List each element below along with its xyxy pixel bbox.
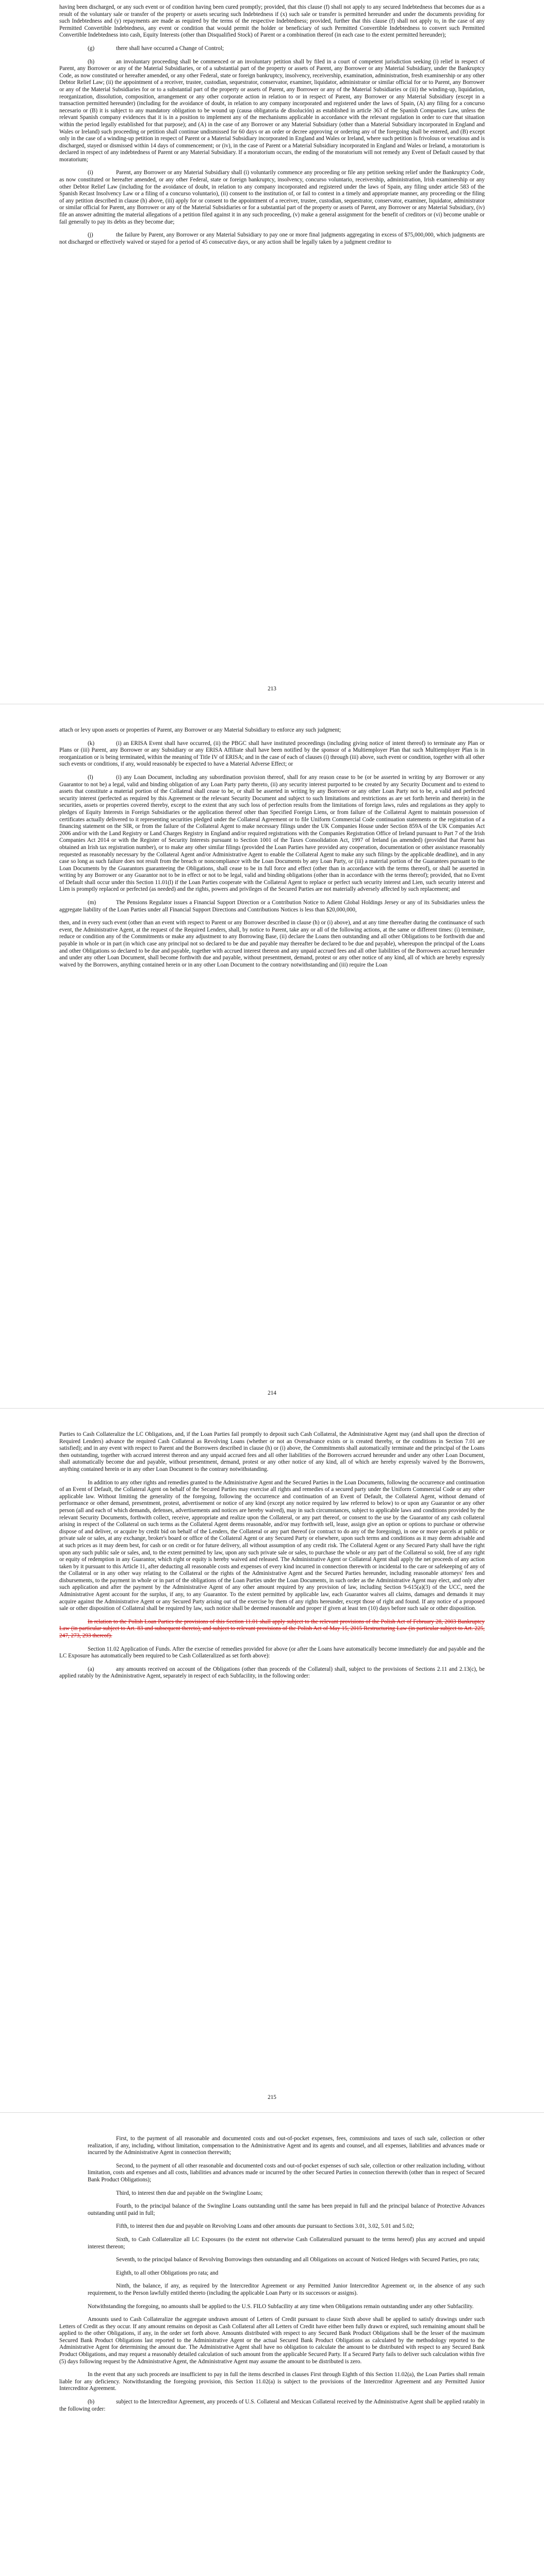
- paragraph: [59, 740, 485, 768]
- page-215: [0, 1409, 544, 2112]
- clause-text: an involuntary proceeding shall be commenced or an involuntary petition shall by filed in a court of competent jurisdiction seeking (i) relief in respect of Parent, any Borrower or any of the Material Subsidiaries, or of a substantial part of the property or assets of Parent, any Borrower or any Material Subsidiary, under the Bankruptcy Code, as now constituted or hereafter amended, or any other Federal, state or foreign bankruptcy, insolvency, receivership, examination, administration, fresh examinership or any other Debtor Relief Law; (ii) the appointment of a receiver, trustee, custodian, sequestrator, conservator, examiner, liquidator, administrator or similar official for or to Parent, any Borrower or any of the Material Subsidiaries for or to a substantial part of the property or assets of Parent, any Borrower or any of the Material Subsidiaries or (iii) the winding-up, liquidation, reorganization, dissolution, composition, arrangement or any other corporate action in relation to or in respect of Parent, any Borrower or any Material Subsidiary (except in a transaction permitted hereunder) (including for the avoidance of doubt, in relation to any company incorporated and registered under the laws of Spain, (A) any filing for a concurso necesario or (B) it is subject to any mandatory obligation to be wound up (causa obligatoria de disolución) as established in article 363 of the Spanish Companies Law, unless the relevant Spanish company evidences that it is in a position to implement any of the mechanisms applicable in accordance with the relevant regulation in order to cure that situation within the period legally established for that purpose); and (A) in the case of any Borrower or any Material Subsidiary (other than a Material Subsidiary incorporated in England and Wales or Ireland) such proceeding or petition shall continue undismissed for 60 days or an order or decree approving or ordering any of the foregoing shall be entered, and (B) except only in the case of a winding-up petition in respect of Parent or a Material Subsidiary incorporated in England and Wales or Ireland, where such petition is frivolous or vexatious and is discharged, stayed or dismissed within 14 days of commencement; or (iv), in the case of Parent or a Material Subsidiary incorporated in England and Wales or Ireland, a moratorium is declared in respect of any indebtedness of Parent or any Material Subsidiary. If a moratorium occurs, the ending of the moratorium will not remedy any Event of Default caused by that moratorium;: [59, 58, 485, 163]
- page-214: [0, 704, 544, 1408]
- waterfall-item: Ninth, the balance, if any, as required by the Intercreditor Agreement or any Permitted Junior Intercreditor Agreement or, in the absence of any such requirement, to the Person lawfully entitled thereto (including the applicable Loan Party or its successors or assigns).: [88, 2283, 485, 2296]
- page-number: 214: [268, 1390, 276, 1396]
- paragraph: [59, 1666, 485, 1680]
- clause-label: (a): [88, 1666, 94, 1672]
- clause-label: (i): [88, 170, 93, 176]
- clause-text: any amounts received on account of the Obligations (other than proceeds of the Collateral) shall, subject to the provisions of Sections 2.11 and 2.13(c), be applied ratably by the Administrative Agent, separately in respect of each Subfacility, in the following order:: [59, 1666, 485, 1680]
- paragraph: [59, 2399, 485, 2413]
- deleted-paragraph: In relation to the Polish Loan Parties the provisions of this Section 11.01 shall apply subject to the relevant provisions of the Polish Act of February 28, 2003 Bankruptcy Law (in particular subject to Art. 83 and subsequent thereto), and subject to relevant provisions of the Polish Act of May 15, 2015 Restructuring Law (in particular subject to Art. 225, 247, 273, 293 thereof).: [59, 1618, 485, 1639]
- waterfall-item: Eighth, to all other Obligations pro rata; and: [116, 2269, 219, 2276]
- clause-label: (g): [88, 45, 95, 52]
- paragraph: [59, 59, 485, 164]
- paragraph: [59, 170, 485, 226]
- paragraph: [59, 900, 485, 913]
- paragraph: In the event that any such proceeds are insufficient to pay in full the items described in clauses First through Eighth of this Section 11.02(a), the Loan Parties shall remain liable for any deficiency. Notwithstanding the foregoing provision, this Section 11.02(a) is subject to the provisions of the Intercreditor Agreement and any Permitted Junior Intercreditor Agreement.: [59, 2371, 485, 2392]
- clause-text: Parent, any Borrower or any Material Subsidiary shall (i) voluntarily commence any proceeding or file any petition seeking relief under the Bankruptcy Code, as now constituted or hereafter amended, or any other Federal, state or foreign bankruptcy, insolvency, concurso voluntario, receivership, administration, Irish examinership or any other Debtor Relief Law (including for the avoidance of doubt, in relation to any company incorporated and registered under the laws of Spain, any filing under article 583 of the Spanish Recast Insolvency Law or a filing of a concurso voluntario), (ii) consent to the institution of, or fail to contest in a timely and appropriate manner, any proceeding or the filing of any petition described in clause (h) above, (iii) apply for or consent to the appointment of a receiver, trustee, custodian, sequestrator, conservator, examiner, liquidator, administrator or similar official for Parent, any Borrower or any of the Material Subsidiaries or for a substantial part of the property or assets of Parent, any Borrower or any Material Subsidiary, (iv) file an answer admitting the material allegations of a petition filed against it in any such proceeding, (v) make a general assignment for the benefit of creditors or (vi) become unable or fail generally to pay its debts as they become due;: [59, 170, 485, 225]
- page-number: 215: [268, 2094, 276, 2100]
- clause-label: (m): [88, 900, 96, 906]
- clause-text: (i) any Loan Document, including any subordination provision thereof, shall for any reason cease to be (or be asserted in writing by any Borrower or any Guarantor to not be) a legal, valid and binding obligation of any Loan Party party thereto, (ii) any security interest purported to be created by any Security Document and to extend to assets that constitute a material portion of the Collateral shall cease to be, or shall be asserted in writing by any Borrower or any other Loan Party not to be, a valid and perfected security interest (perfected as required by this Agreement or the relevant Security Document and subject to such limitations and restrictions as are set forth herein and therein) in the securities, assets or properties covered thereby, except to the extent that any such loss of perfection results from the limitations of foreign laws, rules and regulations as they apply to pledges of Equity Interests in Foreign Subsidiaries or the application thereof other than Specified Foreign Liens, or from failure of the Collateral Agent to maintain possession of certificates actually delivered to it representing securities pledged under the Collateral Agreement or to file Uniform Commercial Code continuation statements or the registration of a financing statement on the SIR, or from the failure of the Collateral Agent to make necessary filings under the UK Companies House under Section 859A of the UK Companies Act 2006 and/or with the Land Registry or Land Charges Registry in England and/or required registrations with the Companies Registration Office of Ireland pursuant to Part 7 of the Irish Companies Act 2014 or with the Register of Security Interests pursuant to Section 1001 of the Taxes Consolidation Act, 1997 of Ireland (as amended) (provided that Parent has obtained an Irish tax registration number), or to make any other similar filings (provided the Loan Parties have provided any cooperation, documentation or other assistance reasonably requested as reasonably necessary by the Collateral Agent and/or Administrative Agent to enable the Collateral Agent to make any such filings by the applicable deadline), and in any case so long as such failure does not result from the breach or noncompliance with the Loan Documents by any Loan Party, or (iii) a material portion of the Guarantees pursuant to the Loan Documents by the Guarantors guaranteeing the Obligations, shall cease to be in full force and effect (other than in accordance with the terms thereof), or shall be asserted in writing by any Borrower or any Guarantor not to be in effect or not to be legal, valid and binding obligations (other than in accordance with the terms thereof); provided, that no Event of Default shall occur under this Section 11.01(l) if the Loan Parties cooperate with the Collateral Agent to replace or perfect such security interest and Lien, such security interest and Lien is promptly replaced or perfected (as needed) and the rights, powers and privileges of the Secured Parties are not materially adversely affected by such replacement; and: [59, 774, 485, 893]
- waterfall-item: Third, to interest then due and payable on the Swingline Loans;: [116, 2190, 263, 2196]
- page-213: [0, 0, 544, 704]
- paragraph: In addition to any other rights and remedies granted to the Administrative Agent and the Secured Parties in the Loan Documents, following the occurrence and continuation of an Event of Default, the Collateral Agent on behalf of the Secured Parties may exercise all rights and remedies of a secured party under the Uniform Commercial Code or any other applicable law. Without limiting the generality of the foregoing, following the occurrence and continuation of an Event of Default, the Collateral Agent, without demand of performance or other demand, presentment, protest, advertisement or notice of any kind (except any notice required by law referred to below) to or upon any Guarantor or any other person (all and each of which demands, defenses, advertisements and notices are hereby waived), may in such circumstances, subject to applicable laws and conditions provided by the relevant Security Documents, forthwith collect, receive, appropriate and realize upon the Collateral, or any part thereof, or consent to the use by the Guarantor of any cash collateral arising in respect of the Collateral on such terms as the Collateral Agent deems reasonable, and/or may forthwith sell, lease, assign give an option or options to purchase or otherwise dispose of and deliver, or acquire by credit bid on behalf of the Lenders, the Collateral or any part thereof (or contract to do any of the foregoing), in one or more parcels at public or private sale or sales, at any exchange, broker's board or office of the Collateral Agent or any Secured Party or elsewhere, upon such terms and conditions as it may deem advisable and at such prices as it may deem best, for cash or on credit or for future delivery, all without assumption of any credit risk. The Collateral Agent or any Secured Party shall have the right upon any such public sale or sales, and, to the extent permitted by law, upon any such private sale or sales, to purchase the whole or any part of the Collateral so sold, free of any right or equity of redemption in any Guarantor, which right or equity is hereby waived and released. The Administrative Agent or Collateral Agent shall apply the net proceeds of any action taken by it pursuant to this Article 11, after deducting all reasonable costs and expenses of every kind incurred in connection therewith or incidental to the care or safekeeping of any of the Collateral or in any other way relating to the Collateral or the rights of the Administrative Agent and the Secured Parties hereunder, including reasonable attorneys' fees and disbursements, to the payment in whole or in part of the obligations of the Loan Parties under the Loan Documents, in such order as the Administrative Agent may elect, and only after such application and after the payment by the Administrative Agent of any other amount required by any provision of law, including Section 9-615(a)(3) of the UCC, need the Administrative Agent account for the surplus, if any, to any Guarantor. To the extent permitted by applicable law, each Guarantor waives all claims, damages and demands it may acquire against the Administrative Agent or any Secured Party arising out of the exercise by them of any rights hereunder, except those of right and found. If any notice of a proposed sale or other disposition of Collateral shall be required by law, such notice shall be deemed reasonable and proper if given at least ten (10) days before such sale or other disposition.: [59, 1479, 485, 1612]
- clause-text: (i) an ERISA Event shall have occurred, (ii) the PBGC shall have instituted proceedings (including giving notice of intent thereof) to terminate any Plan or Plans or (iii) Parent, any Borrower or any Subsidiary or any ERISA Affiliate shall have been notified by the sponsor of a Multiemployer Plan that such Multiemployer Plan is in reorganization or is being terminated, within the meaning of Title IV of ERISA; and in the case of each of clauses (i) through (iii) above, such event or condition, together with all other such events or conditions, if any, would reasonably be expected to have a Material Adverse Effect; or: [59, 740, 485, 768]
- page-number: 213: [268, 686, 276, 692]
- clause-text: The Pensions Regulator issues a Financial Support Direction or a Contribution Notice to Adient Global Holdings Jersey or any of its Subsidiaries unless the aggregate liability of the Loan Parties under all Financial Support Directions and Contributions Notices is less than $20,000,000,: [59, 900, 485, 913]
- waterfall-item: Sixth, to Cash Collateralize all LC Exposures (to the extent not otherwise Cash Collateralized pursuant to the terms hereof) plus any accrued and unpaid interest thereon;: [88, 2236, 485, 2250]
- page-216: [0, 2113, 544, 2576]
- paragraph: having been discharged, or any such event or of condition having been cured promptly; provided, that this clause (f) shall not apply to any secured Indebtedness that becomes due as a result of the voluntary sale or transfer of the property or assets securing such Indebtedness if (x) such sale or transfer is permitted hereunder and under the documents providing for such Indebtedness and (y) repayments are made as required by the terms of the respective Indebtedness; provided, further that this clause (f) shall not apply to, in the case of any Permitted Convertible Indebtedness, any event or condition that would permit the holder or beneficiary of such Permitted Convertible Indebtedness to convert such Permitted Convertible Indebtedness into cash, Equity Interests (other than Disqualified Stock) of Parent or a combination thereof (in each case to the extent permitted hereunder);: [59, 4, 485, 39]
- paragraph: [59, 774, 485, 893]
- paragraph: [59, 45, 485, 53]
- clause-label: (k): [88, 740, 95, 747]
- section-heading-paragraph: Section 11.02 Application of Funds. After the exercise of remedies provided for above (or after the Loans have automatically become immediately due and payable and the LC Exposure has automatically been required to be Cash Collateralized as set forth above):: [59, 1646, 485, 1659]
- clause-label: (h): [88, 58, 95, 65]
- paragraph: then, and in every such event (other than an event with respect to Parent or any Borrower described in clause (h) or (i) above), and at any time thereafter during the continuance of such event, the Administrative Agent, at the request of the Required Lenders, shall, by notice to Parent, take any or all of the following actions, at the same or different times: (i) terminate, reduce or condition any of the Commitments or make any adjustment to any Borrowing Base, (ii) declare the Loans then outstanding and all other Obligations to be forthwith due and payable in whole or in part (in which case any principal not so declared to be due and payable may thereafter be declared to be due and payable), whereupon the principal of the Loans and other Obligations so declared to be due and payable, together with accrued interest thereon and any unpaid accrued fees and all other liabilities of the Borrowers accrued hereunder and under any other Loan Document, shall become forthwith due and payable, without presentment, demand, protest or any other notice of any kind, all of which are hereby expressly waived by the Borrowers, anything contained herein or in any other Loan Document to the contrary notwithstanding and (iii) require the Loan: [59, 920, 485, 968]
- paragraph: Parties to Cash Collateralize the LC Obligations, and, if the Loan Parties fail promptly to deposit such Cash Collateral, the Administrative Agent may (and shall upon the direction of Required Lenders) advance the required Cash Collateral as Revolving Loans (whether or not an Overadvance exists or is created thereby, or the conditions in Section 7.01 are satisfied); and in any event with respect to Parent and the Borrowers described in clause (h) or (i) above, the Commitments shall automatically terminate and the principal of the Loans then outstanding, together with accrued interest thereon and any unpaid accrued fees and all other liabilities of the Borrowers accrued hereunder and under any other Loan Document, shall automatically become due and payable, without presentment, demand, protest or any other notice of any kind, all of which are hereby expressly waived by the Borrowers, anything contained herein or in any other Loan Document to the contrary notwithstanding.: [59, 1431, 485, 1472]
- clause-label: (b): [88, 2399, 95, 2405]
- clause-text: there shall have occurred a Change of Control;: [116, 45, 224, 52]
- waterfall-item: Fourth, to the principal balance of the Swingline Loans outstanding until the same has been prepaid in full and the principal balance of Protective Advances outstanding until paid in full;: [88, 2203, 485, 2216]
- clause-text: subject to the Intercreditor Agreement, any proceeds of U.S. Collateral and Mexican Collateral received by the Administrative Agent shall be applied ratably in the following order:: [59, 2399, 485, 2412]
- paragraph: Notwithstanding the foregoing, no amounts shall be applied to the U.S. FILO Subfacility at any time when Obligations remain outstanding under any other Subfacility.: [88, 2303, 474, 2310]
- paragraph: [59, 232, 485, 246]
- clause-text: the failure by Parent, any Borrower or any Material Subsidiary to pay one or more final judgments aggregating in excess of $75,000,000, which judgments are not discharged or effectively waived or stayed for a period of 45 consecutive days, or any action shall be legally taken by a judgment creditor to: [59, 232, 485, 245]
- waterfall-item: Second, to the payment of all other reasonable and documented costs and out-of-pocket expenses of such sale, collection or other realization including, without limitation, costs and expenses and all costs, liabilities and advances made or incurred by the other Secured Parties in connection therewith (other than in respect of Secured Bank Product Obligations);: [88, 2162, 485, 2183]
- waterfall-item: Fifth, to interest then due and payable on Revolving Loans and other amounts due pursuant to Sections 3.01, 3.02, 5.01 and 5.02;: [116, 2223, 414, 2230]
- paragraph: attach or levy upon assets or properties of Parent, any Borrower or any Material Subsidiary to enforce any such judgment;: [59, 727, 341, 733]
- paragraph: Amounts used to Cash Collateralize the aggregate undrawn amount of Letters of Credit pursuant to clause Sixth above shall be applied to satisfy drawings under such Letters of Credit as they occur. If any amount remains on deposit as Cash Collateral after all Letters of Credit have either been fully drawn or expired, such remaining amount shall be applied to the other Obligations, if any, in the order set forth above. Amounts distributed with respect to any Secured Bank Product Obligations shall be the lesser of the maximum Secured Bank Product Obligations last reported to the Administrative Agent or the actual Secured Bank Product Obligations as calculated by the methodology reported to the Administrative Agent for determining the amount due. The Administrative Agent shall have no obligation to calculate the amount to be distributed with respect to any Secured Bank Product Obligations, and may request a reasonably detailed calculation of such amount from the applicable Secured Party. If a Secured Party fails to deliver such calculation within five (5) days following request by the Administrative Agent, the Administrative Agent may assume the amount to be distributed is zero.: [59, 2316, 485, 2365]
- waterfall-item: Seventh, to the principal balance of Revolving Borrowings then outstanding and all Obligations on account of Noticed Hedges with Secured Parties, pro rata;: [116, 2257, 480, 2263]
- clause-label: (l): [88, 774, 93, 781]
- waterfall-item: First, to the payment of all reasonable and documented costs and out-of-pocket expenses, fees, commissions and taxes of such sale, collection or other realization, if any, including, without limitation, compensation to the Administrative Agent and its agents and counsel, and all expenses, liabilities and advances made or incurred by the Administrative Agent in connection therewith;: [88, 2136, 485, 2156]
- clause-label: (j): [88, 232, 93, 239]
